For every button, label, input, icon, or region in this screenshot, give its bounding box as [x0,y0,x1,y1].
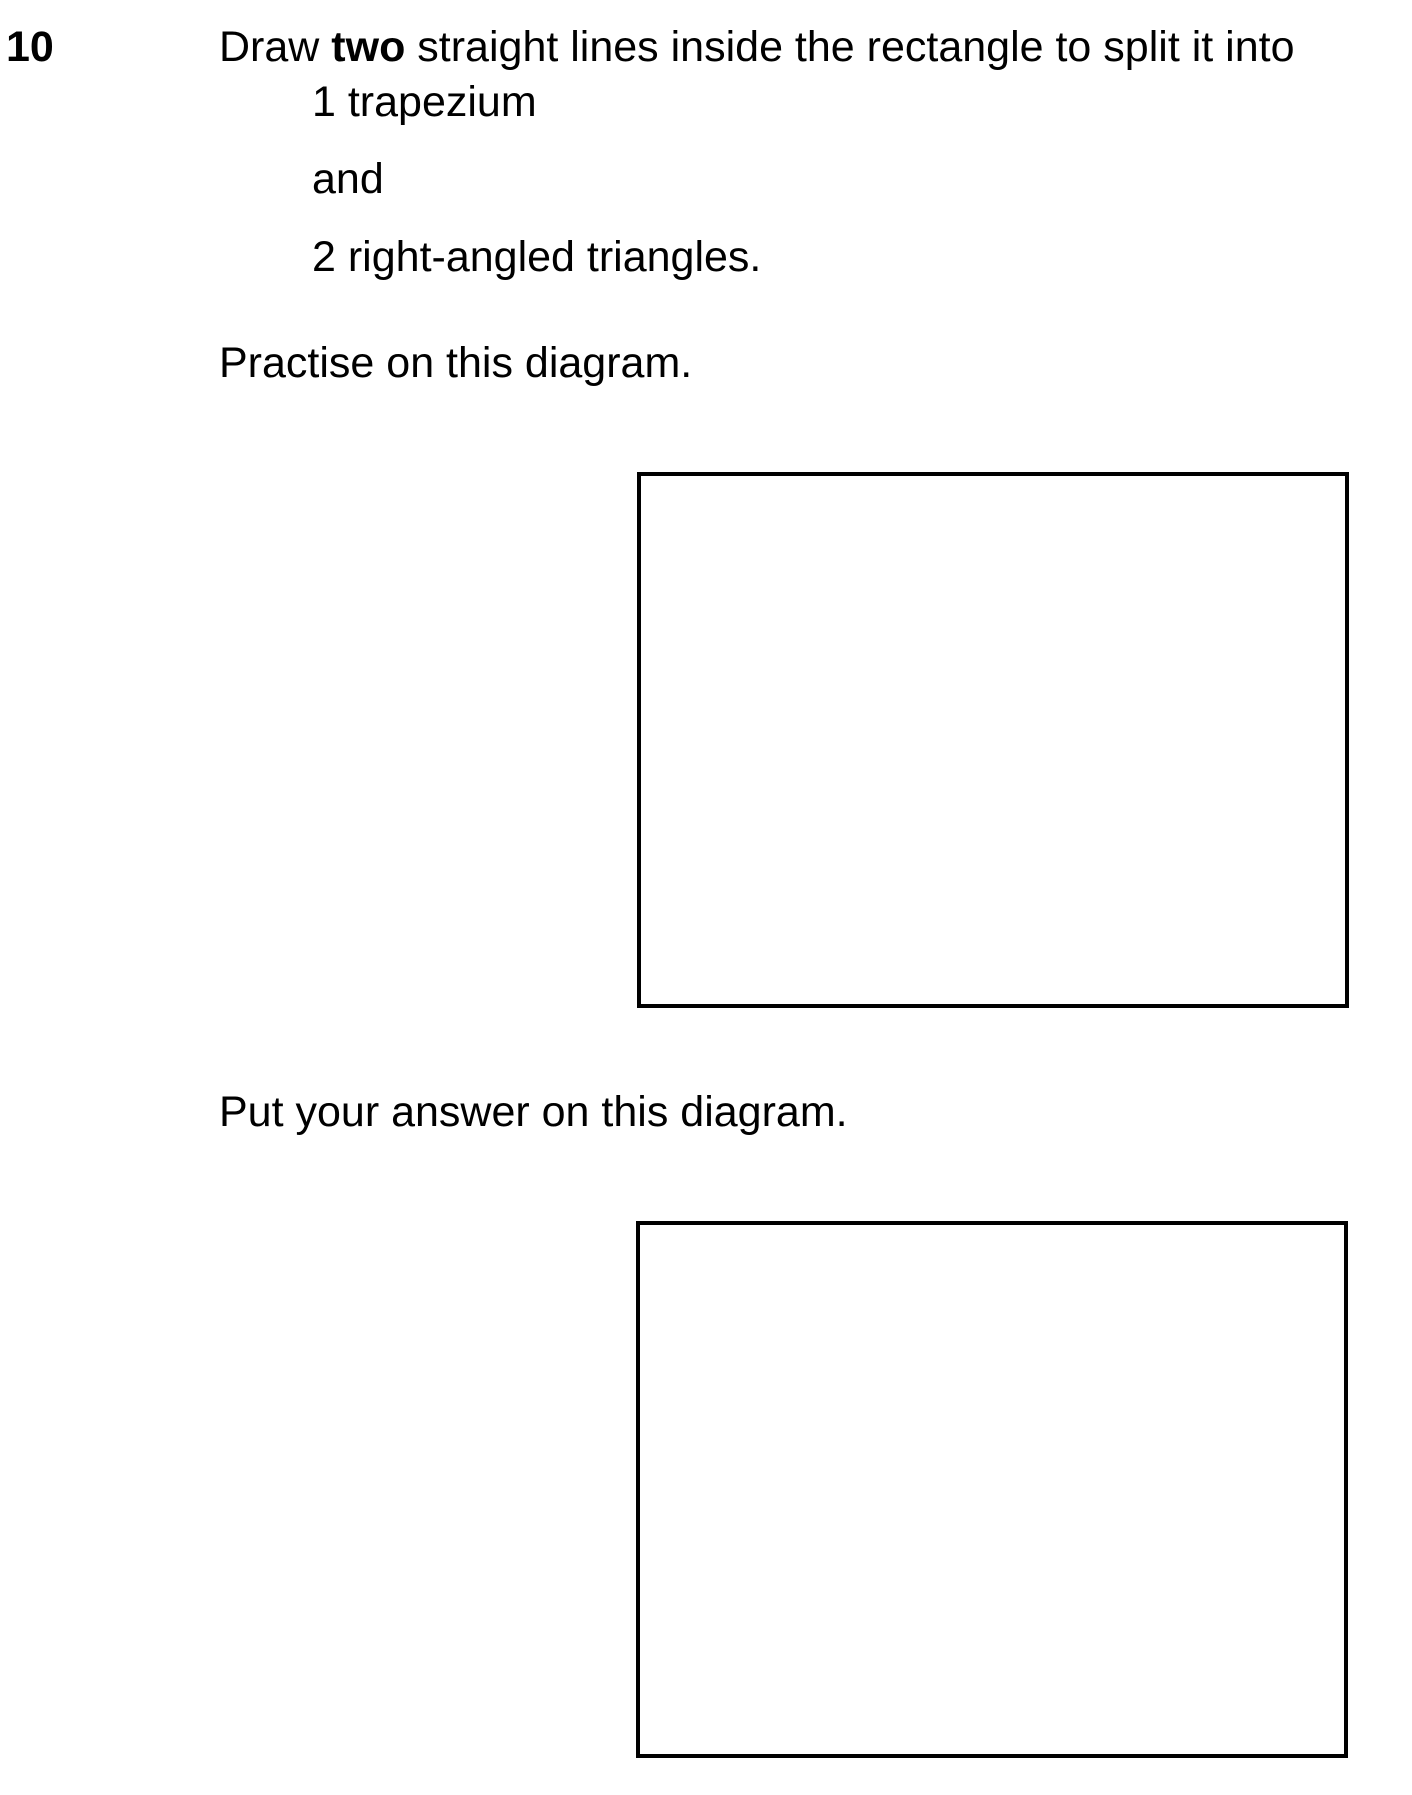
item-trapezium: 1 trapezium [312,78,537,126]
item-conjunction: and [312,155,384,203]
instruction-start: Draw [219,23,332,71]
instruction-emphasis: two [331,23,406,71]
question-instruction [219,23,1295,71]
instruction-end: straight lines inside the rectangle to split it into [405,23,1295,71]
answer-rectangle[interactable] [636,1221,1348,1758]
practice-rectangle[interactable] [637,472,1349,1008]
answer-label: Put your answer on this diagram. [219,1088,848,1136]
item-triangles: 2 right-angled triangles. [312,233,762,281]
question-number: 10 [6,23,54,71]
practice-label: Practise on this diagram. [219,339,693,387]
